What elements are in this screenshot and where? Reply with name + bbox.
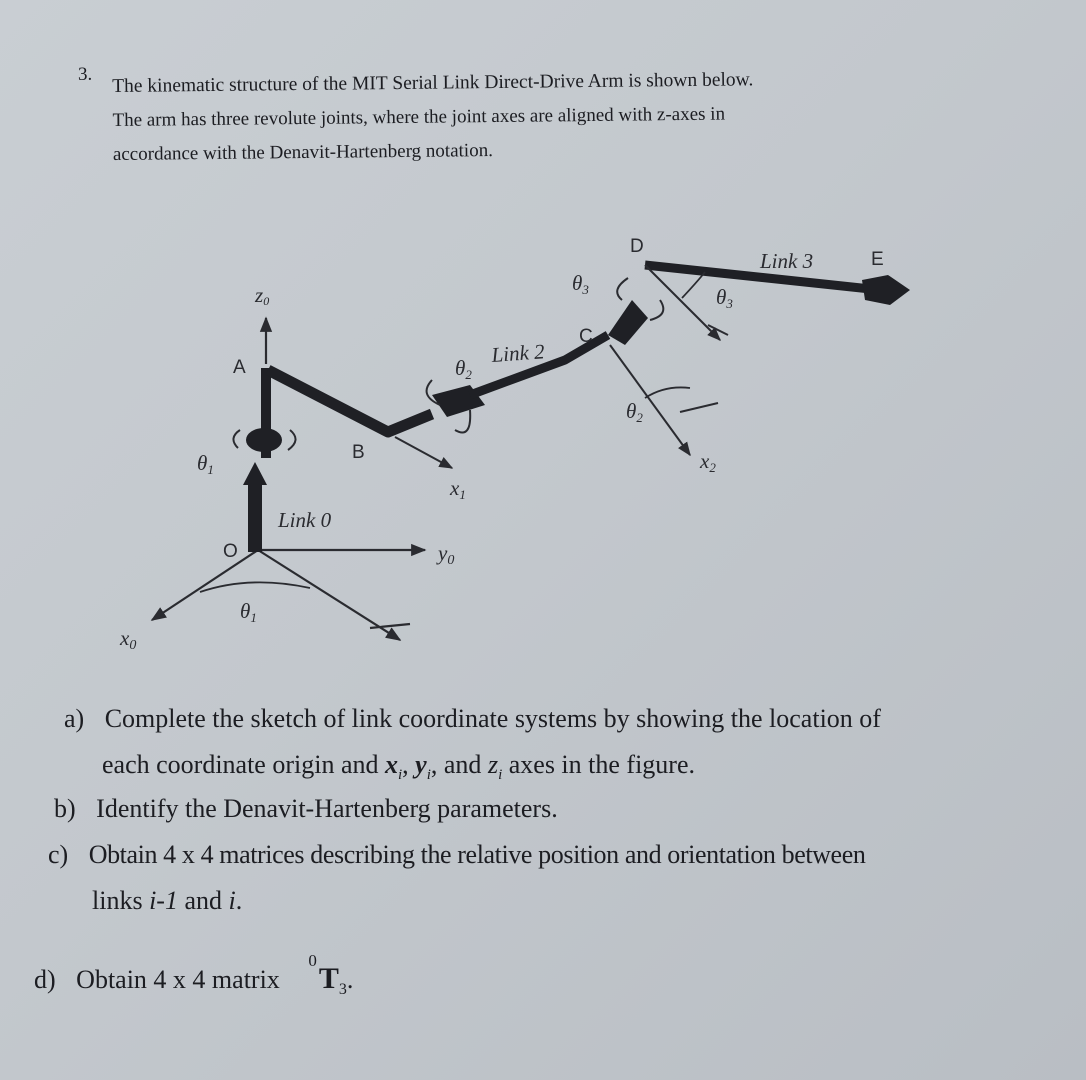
question-a-line2: each coordinate origin and $x_i$, $y_i$, and $z_i$ axes in the figure. [102, 750, 695, 784]
point-e-label: E [871, 249, 884, 270]
question-b-marker: b) [54, 794, 76, 823]
question-b-text: Identify the Denavit-Hartenberg parameters. [96, 794, 558, 823]
point-d-label: D [630, 236, 644, 257]
x1-label: x1 [450, 476, 466, 502]
joint-3-body [608, 300, 648, 345]
theta3-angle-label: θ3 [716, 285, 733, 311]
theta1-base-arc [200, 582, 310, 592]
question-a-line1: Complete the sketch of link coordinate systems by showing the location of [104, 704, 881, 733]
theta2-joint-label: θ2 [455, 356, 472, 382]
theta2-angle-label: θ2 [626, 399, 643, 425]
question-c-line2: links i-1 and i. [92, 886, 243, 915]
question-d [34, 951, 354, 998]
origin-o-label: O [223, 541, 238, 562]
base-block [248, 480, 262, 552]
link-1-bar [268, 370, 432, 432]
question-c [48, 840, 865, 870]
intro-line-1: The kinematic structure of the MIT Serial Link Direct-Drive Arm is shown below. [112, 69, 754, 97]
link-3-label: Link 3 [760, 249, 814, 273]
point-c-label: C [579, 326, 593, 347]
question-a [64, 704, 881, 734]
problem-number: 3. [78, 64, 93, 85]
intro-line-2: The arm has three revolute joints, where the joint axes are aligned with z-axes in [112, 103, 726, 131]
question-d-marker: d) [34, 965, 56, 994]
end-effector [862, 275, 910, 305]
theta3-joint-label: θ3 [572, 271, 589, 297]
x2-axis [610, 345, 690, 455]
link-2-label: Link 2 [490, 339, 546, 367]
joint-1-body [246, 428, 282, 452]
question-b [54, 794, 558, 824]
question-d-text: Obtain 4 x 4 matrix [76, 965, 280, 994]
base-cone [243, 462, 267, 485]
theta2-angle-arc [645, 387, 690, 398]
question-a-marker: a) [64, 704, 85, 733]
intro-line-3: accordance with the Denavit-Hartenberg notation. [112, 140, 494, 165]
matrix-0T3: $^0T_3$. [308, 951, 354, 998]
x1-axis [395, 437, 452, 468]
link-0-label: Link 0 [278, 508, 332, 532]
point-a-label: A [233, 357, 246, 378]
link-3 [645, 265, 910, 340]
y0-label: y0 [438, 541, 455, 568]
point-b-label: B [352, 442, 365, 463]
theta3-angle-arc [682, 272, 705, 298]
link-2 [470, 278, 718, 455]
base-frame [152, 318, 425, 640]
x2-tick [680, 403, 718, 412]
question-c-line1: Obtain 4 x 4 matrices describing the relative position and orientation between [88, 840, 866, 869]
x2-label: x2 [700, 449, 716, 475]
link-1 [268, 370, 485, 468]
theta1-joint-label: θ1 [197, 451, 214, 477]
question-c-marker: c) [48, 840, 69, 869]
theta1-base-label: θ1 [240, 599, 257, 625]
x0-label: x0 [120, 626, 137, 653]
z0-label: z0 [255, 283, 270, 308]
